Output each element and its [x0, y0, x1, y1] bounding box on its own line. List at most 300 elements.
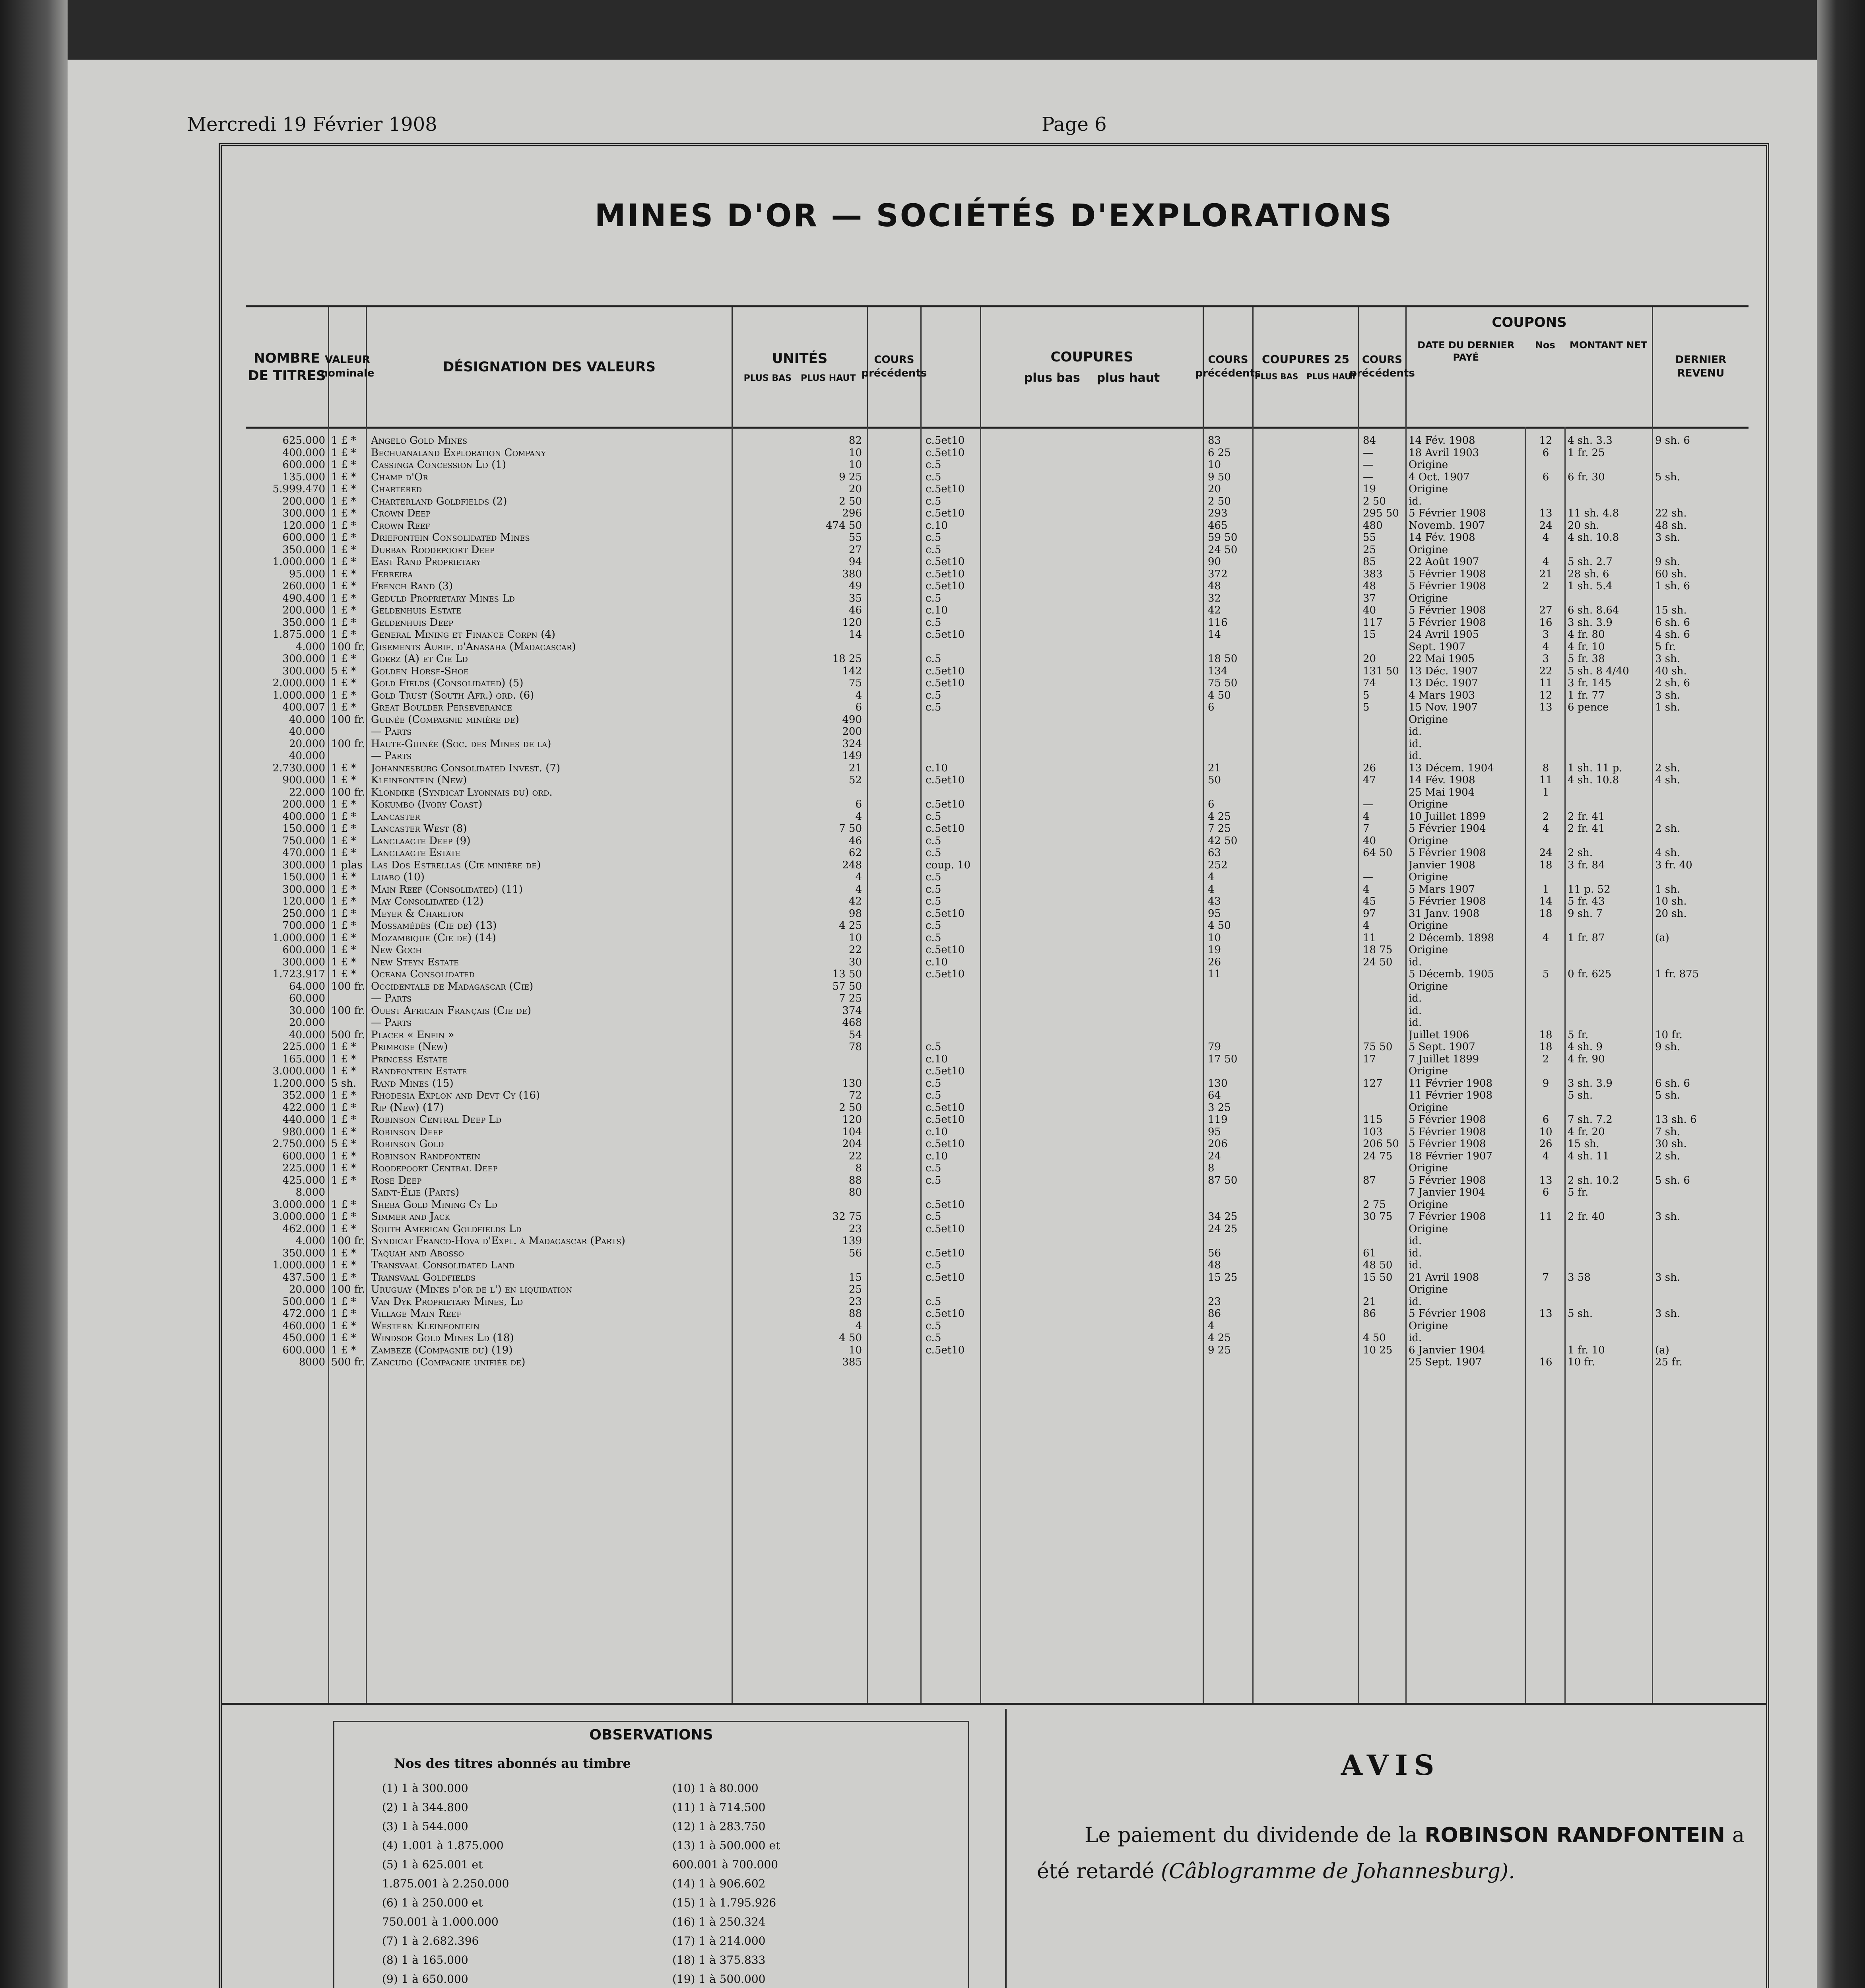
- cell-dt: 5 Février 1908: [1409, 616, 1486, 629]
- cell-dt: 5 Sept. 1907: [1409, 1041, 1475, 1053]
- cell-u: 25: [848, 1283, 862, 1295]
- cell-n: 250.000: [282, 907, 325, 920]
- cell-u: 10: [848, 459, 862, 471]
- cell-dt: 31 Janv. 1908: [1409, 907, 1480, 920]
- cell-d: Uruguay (Mines d'or de l') en liquidation: [371, 1283, 573, 1295]
- table-row: [246, 1332, 1749, 1344]
- cell-m: 1 fr. 77: [1568, 689, 1605, 701]
- cell-m: 7 sh. 7.2: [1568, 1114, 1613, 1126]
- cell-dt: Origine: [1409, 1223, 1448, 1235]
- cell-v: 1 £ *: [331, 1174, 356, 1186]
- cell-dt: 25 Sept. 1907: [1409, 1356, 1482, 1368]
- cell-m: 3 sh. 3.9: [1568, 616, 1613, 629]
- cell-r: 3 sh.: [1655, 689, 1681, 701]
- cell-c: c.5: [926, 653, 941, 665]
- cell-n: 120.000: [282, 895, 325, 907]
- cell-c2: 42: [1208, 604, 1221, 616]
- table-bottom-rule: [222, 1703, 1766, 1705]
- cell-r: 10 fr.: [1655, 1029, 1683, 1041]
- cell-c: c.5et10: [926, 968, 965, 980]
- cell-u: 4 50: [839, 1332, 862, 1344]
- cell-no: 16: [1539, 616, 1553, 629]
- cell-m: 6 sh. 8.64: [1568, 604, 1619, 616]
- cell-u: 7 25: [839, 992, 862, 1004]
- cell-v: 100 fr.: [331, 980, 365, 992]
- cell-c2: 83: [1208, 435, 1221, 447]
- cell-v: 1 £ *: [331, 447, 356, 459]
- cell-n: 225.000: [282, 1041, 325, 1053]
- cell-dt: Origine: [1409, 713, 1448, 726]
- cell-m: 5 sh. 2.7: [1568, 556, 1613, 568]
- cell-u: 10: [848, 447, 862, 459]
- cell-c: c.5et10: [926, 1308, 965, 1320]
- cell-no: 2: [1542, 1053, 1549, 1065]
- cell-c: c.5et10: [926, 1101, 965, 1114]
- cell-c: c.5: [926, 495, 941, 507]
- cell-d: Goerz (A) et Cie Ld: [371, 653, 468, 665]
- cell-c2: 59 50: [1208, 532, 1238, 544]
- cell-u: 18 25: [832, 653, 862, 665]
- cell-u: 142: [842, 665, 862, 677]
- cell-c: c.5: [926, 883, 941, 895]
- cell-v: 1 £ *: [331, 701, 356, 713]
- cell-dt: Origine: [1409, 1101, 1448, 1114]
- cell-n: 3.000.000: [272, 1211, 325, 1223]
- cell-dt: id.: [1409, 1235, 1422, 1247]
- cell-r: 6 sh. 6: [1655, 616, 1690, 629]
- cell-c2: 293: [1208, 507, 1228, 519]
- cell-r: 1 sh.: [1655, 701, 1681, 713]
- cell-dt: 5 Février 1908: [1409, 1174, 1486, 1186]
- cell-r: 13 sh. 6: [1655, 1114, 1697, 1126]
- cell-n: 470.000: [282, 847, 325, 859]
- cell-v: 1 £ *: [331, 580, 356, 592]
- cell-r: (a): [1655, 932, 1669, 944]
- table-row: [246, 1320, 1749, 1332]
- cell-v: 1 £ *: [331, 1101, 356, 1114]
- cell-n: 425.000: [282, 1174, 325, 1186]
- coupures25-bas-haut: [1255, 371, 1357, 382]
- cell-d: Cassinga Concession Ld (1): [371, 459, 507, 471]
- table-row: [246, 811, 1749, 823]
- cell-d: General Mining et Finance Corpn (4): [371, 629, 555, 641]
- cell-u: 7 50: [839, 823, 862, 835]
- cell-c3: 74: [1363, 677, 1376, 689]
- cell-m: 2 sh. 10.2: [1568, 1174, 1619, 1186]
- observation-line: (3) 1 à 544.000: [382, 1820, 468, 1833]
- cell-u: 98: [848, 907, 862, 920]
- cell-m: 3 fr. 145: [1568, 677, 1612, 689]
- cell-c: c.5: [926, 1211, 941, 1223]
- cell-dt: Origine: [1409, 1162, 1448, 1174]
- coupons-montant: MONTANT NET: [1569, 340, 1648, 351]
- cell-c: c.5et10: [926, 798, 965, 810]
- cell-c3: 55: [1363, 532, 1376, 544]
- cell-c3: 45: [1363, 895, 1376, 907]
- observation-line: (16) 1 à 250.324: [672, 1915, 766, 1928]
- cell-dt: 4 Mars 1903: [1409, 689, 1475, 701]
- cell-u: 4 25: [839, 920, 862, 932]
- cell-d: Windsor Gold Mines Ld (18): [371, 1332, 514, 1344]
- cell-u: 32 75: [832, 1211, 862, 1223]
- cell-r: 3 sh.: [1655, 653, 1681, 665]
- cell-dt: Origine: [1409, 944, 1448, 956]
- table-row: [246, 908, 1749, 920]
- cell-c2: 75 50: [1208, 677, 1238, 689]
- cell-c2: 10: [1208, 932, 1221, 944]
- table-row: [246, 653, 1749, 665]
- cell-c2: 24: [1208, 1150, 1221, 1162]
- cell-u: 474 50: [826, 519, 862, 532]
- cell-r: 2 sh.: [1655, 762, 1681, 774]
- cell-c3: —: [1363, 447, 1373, 459]
- cell-c2: 21: [1208, 762, 1221, 774]
- cell-d: Placer « Enfin »: [371, 1029, 454, 1041]
- table-row: [246, 1344, 1749, 1357]
- cell-d: Robinson Central Deep Ld: [371, 1114, 502, 1126]
- observation-line: 750.001 à 1.000.000: [382, 1915, 499, 1928]
- cell-d: Guinée (Compagnie minière de): [371, 713, 519, 726]
- cell-no: 13: [1539, 701, 1553, 713]
- cell-no: 3: [1542, 653, 1549, 665]
- cell-v: 1 £ *: [331, 1308, 356, 1320]
- cell-r: 7 sh.: [1655, 1126, 1681, 1138]
- cell-u: 4: [855, 871, 862, 883]
- cell-v: 1 £ *: [331, 1053, 356, 1065]
- cell-d: Rip (New) (17): [371, 1101, 444, 1114]
- cell-dt: id.: [1409, 750, 1422, 762]
- cell-n: 300.000: [282, 859, 325, 871]
- cell-c3: 115: [1363, 1114, 1383, 1126]
- cell-v: 1 £ *: [331, 956, 356, 968]
- cell-c: c.5et10: [926, 1223, 965, 1235]
- cell-c2: 9 25: [1208, 1344, 1231, 1356]
- cell-c2: 42 50: [1208, 835, 1238, 847]
- col-cours2: COURS précédents: [1204, 307, 1254, 427]
- observation-line: (17) 1 à 214.000: [672, 1934, 766, 1947]
- cell-c3: —: [1363, 798, 1373, 810]
- cell-d: Primrose (New): [371, 1041, 448, 1053]
- cell-r: 3 sh.: [1655, 1271, 1681, 1283]
- cell-n: 300.000: [282, 665, 325, 677]
- cell-u: 46: [848, 835, 862, 847]
- cell-u: 57 50: [832, 980, 862, 992]
- table-row: [246, 1175, 1749, 1187]
- observation-line: (13) 1 à 500.000 et: [672, 1839, 780, 1852]
- cell-c3: 2 75: [1363, 1198, 1386, 1211]
- cell-n: 5.999.470: [272, 483, 325, 495]
- cell-dt: 2 Décemb. 1898: [1409, 932, 1494, 944]
- cell-dt: 7 Février 1908: [1409, 1211, 1486, 1223]
- cell-v: 1 £ *: [331, 1259, 356, 1271]
- cell-n: 352.000: [282, 1089, 325, 1101]
- cell-c2: 252: [1208, 859, 1228, 871]
- cell-c3: 25: [1363, 544, 1376, 556]
- cell-c3: 37: [1363, 592, 1376, 604]
- cell-v: 1 £ *: [331, 762, 356, 774]
- cell-r: 4 sh. 6: [1655, 629, 1690, 641]
- cell-c3: 295 50: [1363, 507, 1399, 519]
- cell-c: c.10: [926, 956, 948, 968]
- cell-c3: 480: [1363, 519, 1383, 532]
- cell-m: 2 fr. 40: [1568, 1211, 1605, 1223]
- cell-no: 4: [1542, 556, 1549, 568]
- cell-c3: 18 75: [1363, 944, 1393, 956]
- cell-v: 1 £ *: [331, 798, 356, 810]
- cell-c: c.5: [926, 1259, 941, 1271]
- cell-v: 500 fr.: [331, 1356, 365, 1368]
- cell-n: 440.000: [282, 1114, 325, 1126]
- cell-c: c.5et10: [926, 1138, 965, 1150]
- col-coupures: [981, 307, 1204, 427]
- table-row: [246, 520, 1749, 532]
- cell-u: 23: [848, 1295, 862, 1308]
- table-row: [246, 847, 1749, 859]
- cell-n: 40.000: [289, 1029, 325, 1041]
- cell-no: 11: [1539, 1211, 1553, 1223]
- table-row: [246, 750, 1749, 762]
- table-row: [246, 944, 1749, 956]
- cell-c2: 64: [1208, 1089, 1221, 1101]
- cell-n: 1.200.000: [272, 1077, 325, 1089]
- cell-c3: 48 50: [1363, 1259, 1393, 1271]
- cell-d: Meyer & Charlton: [371, 907, 464, 920]
- running-head: [187, 113, 1690, 137]
- cell-c3: 97: [1363, 907, 1376, 920]
- cell-dt: Origine: [1409, 592, 1448, 604]
- table-row: [246, 665, 1749, 678]
- cell-d: Bechuanaland Exploration Company: [371, 447, 546, 459]
- cell-no: 2: [1542, 580, 1549, 592]
- table-body: [246, 427, 1749, 1703]
- cell-m: 4 fr. 20: [1568, 1126, 1605, 1138]
- cell-n: 700.000: [282, 920, 325, 932]
- cell-dt: Origine: [1409, 835, 1448, 847]
- cell-u: 78: [848, 1041, 862, 1053]
- cell-c: c.5et10: [926, 665, 965, 677]
- cell-d: — Parts: [371, 992, 412, 1004]
- cell-r: 2 sh.: [1655, 1150, 1681, 1162]
- cell-dt: 15 Nov. 1907: [1409, 701, 1478, 713]
- cell-d: Western Kleinfontein: [371, 1320, 480, 1332]
- cell-n: 437.500: [282, 1271, 325, 1283]
- cell-d: Gisements Aurif. d'Anasaha (Madagascar): [371, 641, 576, 653]
- table-row: [246, 859, 1749, 872]
- cell-r: 9 sh.: [1655, 1041, 1681, 1053]
- cell-d: Haute-Guinée (Soc. des Mines de la): [371, 738, 551, 750]
- cell-no: 26: [1539, 1138, 1553, 1150]
- cell-dt: 5 Décemb. 1905: [1409, 968, 1494, 980]
- cell-n: 60.000: [289, 992, 325, 1004]
- cell-c3: 7: [1363, 823, 1370, 835]
- cell-dt: 13 Déc. 1907: [1409, 665, 1478, 677]
- cell-c2: 3 25: [1208, 1101, 1231, 1114]
- column-divider: [1005, 1709, 1007, 1988]
- cell-u: 20: [848, 483, 862, 495]
- unites-haut: PLUS HAUT: [801, 373, 856, 383]
- cell-d: Angelo Gold Mines: [371, 435, 468, 447]
- cell-c3: 4: [1363, 920, 1370, 932]
- cell-dt: id.: [1409, 1247, 1422, 1259]
- col-coupons: [1407, 307, 1653, 427]
- cell-dt: Origine: [1409, 871, 1448, 883]
- cell-c2: 6 25: [1208, 447, 1231, 459]
- cell-dt: 7 Juillet 1899: [1409, 1053, 1479, 1065]
- cell-v: 1 £ *: [331, 1332, 356, 1344]
- cell-dt: id.: [1409, 1004, 1422, 1017]
- cell-n: 600.000: [282, 459, 325, 471]
- cell-d: Mossamédès (Cie de) (13): [371, 920, 497, 932]
- table-row: [246, 738, 1749, 750]
- cell-d: Princess Estate: [371, 1053, 448, 1065]
- cell-n: 350.000: [282, 1247, 325, 1259]
- cell-c: c.5: [926, 1295, 941, 1308]
- cell-no: 18: [1539, 1041, 1553, 1053]
- cell-dt: id.: [1409, 1332, 1422, 1344]
- cell-dt: Origine: [1409, 483, 1448, 495]
- cell-m: 1 sh. 11 p.: [1568, 762, 1622, 774]
- cell-dt: 14 Fév. 1908: [1409, 532, 1475, 544]
- cell-d: Main Reef (Consolidated) (11): [371, 883, 523, 895]
- cell-n: 350.000: [282, 544, 325, 556]
- table-row: [246, 956, 1749, 969]
- cell-n: 20.000: [289, 1017, 325, 1029]
- cell-u: 21: [848, 762, 862, 774]
- cell-v: 100 fr.: [331, 1004, 365, 1017]
- table-row: [246, 592, 1749, 605]
- cell-n: 472.000: [282, 1308, 325, 1320]
- cell-c3: 117: [1363, 616, 1383, 629]
- cell-u: 82: [848, 435, 862, 447]
- cell-u: 248: [842, 859, 862, 871]
- cell-d: Simmer and Jack: [371, 1211, 450, 1223]
- observation-line: (7) 1 à 2.682.396: [382, 1934, 479, 1947]
- cell-c3: 20: [1363, 653, 1376, 665]
- cell-dt: 21 Avril 1908: [1409, 1271, 1479, 1283]
- col-dernier: DERNIER REVENU: [1675, 354, 1727, 379]
- observation-line: (2) 1 à 344.800: [382, 1801, 468, 1814]
- cell-c3: 11: [1363, 932, 1376, 944]
- cell-n: 600.000: [282, 1150, 325, 1162]
- cell-no: 6: [1542, 471, 1549, 483]
- cell-d: Roodepoort Central Deep: [371, 1162, 498, 1174]
- cell-d: Transvaal Goldfields: [371, 1271, 476, 1283]
- table-row: [246, 1017, 1749, 1029]
- cell-d: — Parts: [371, 1017, 412, 1029]
- cell-dt: id.: [1409, 1259, 1422, 1271]
- cell-c: c.5: [926, 1162, 941, 1174]
- cell-c: coup. 10: [926, 859, 971, 871]
- cell-dt: 18 Avril 1903: [1409, 447, 1479, 459]
- cell-c2: 87 50: [1208, 1174, 1238, 1186]
- cell-d: Geldenhuis Deep: [371, 616, 453, 629]
- cell-r: 15 sh.: [1655, 604, 1687, 616]
- cell-u: 120: [842, 616, 862, 629]
- cell-c: c.5: [926, 592, 941, 604]
- cell-u: 296: [842, 507, 862, 519]
- cell-v: 1 £ *: [331, 968, 356, 980]
- cell-n: 30.000: [289, 1004, 325, 1017]
- table-row: [246, 920, 1749, 932]
- cell-n: 200.000: [282, 604, 325, 616]
- cell-c: c.5: [926, 932, 941, 944]
- cell-dt: id.: [1409, 495, 1422, 507]
- page-number: Page 6: [1042, 113, 1107, 136]
- cell-c3: 86: [1363, 1308, 1376, 1320]
- cell-dt: id.: [1409, 726, 1422, 738]
- unites-bas-haut: [744, 373, 856, 384]
- cell-dt: Origine: [1409, 459, 1448, 471]
- cell-c: c.5: [926, 1332, 941, 1344]
- cell-c2: 6: [1208, 701, 1215, 713]
- table-row: [246, 798, 1749, 811]
- cell-c2: 4: [1208, 871, 1215, 883]
- cell-r: 5 sh.: [1655, 1089, 1681, 1101]
- cell-c: c.5et10: [926, 1247, 965, 1259]
- cell-no: 2: [1542, 810, 1549, 823]
- cell-n: 20.000: [289, 1283, 325, 1295]
- cell-n: 225.000: [282, 1162, 325, 1174]
- cell-dt: id.: [1409, 1295, 1422, 1308]
- observations: [333, 1721, 969, 1988]
- cell-c: c.5: [926, 871, 941, 883]
- cell-d: — Parts: [371, 726, 412, 738]
- cell-v: 1 £ *: [331, 920, 356, 932]
- cell-v: 1 £ *: [331, 1126, 356, 1138]
- cell-dt: Juillet 1906: [1409, 1029, 1469, 1041]
- cell-d: Syndicat Franco-Hova d'Expl. à Madagascar (Parts): [371, 1235, 625, 1247]
- cell-u: 4: [855, 883, 862, 895]
- cell-v: 100 fr.: [331, 786, 365, 798]
- cell-d: Gold Trust (South Afr.) ord. (6): [371, 689, 534, 701]
- cell-c: c.5: [926, 701, 941, 713]
- cell-m: 2 fr. 41: [1568, 823, 1605, 835]
- cell-c2: 11: [1208, 968, 1221, 980]
- cell-d: Kleinfontein (New): [371, 774, 467, 786]
- cell-u: 139: [842, 1235, 862, 1247]
- table-row: [246, 701, 1749, 714]
- cell-no: 16: [1539, 1356, 1553, 1368]
- cell-d: South American Goldfields Ld: [371, 1223, 522, 1235]
- cell-c2: 206: [1208, 1138, 1228, 1150]
- cell-u: 42: [848, 895, 862, 907]
- cell-n: 150.000: [282, 823, 325, 835]
- cell-u: 149: [842, 750, 862, 762]
- cell-u: 62: [848, 847, 862, 859]
- cell-m: 20 sh.: [1568, 519, 1599, 532]
- cell-m: 5 fr.: [1568, 1186, 1589, 1198]
- cell-v: 1 £ *: [331, 689, 356, 701]
- cell-v: 100 fr.: [331, 1235, 365, 1247]
- cell-c2: 26: [1208, 956, 1221, 968]
- cell-c: c.10: [926, 762, 948, 774]
- cell-m: 4 sh. 11: [1568, 1150, 1609, 1162]
- cell-c2: 10: [1208, 459, 1221, 471]
- cell-d: Zambeze (Compagnie du) (19): [371, 1344, 513, 1356]
- table-row: [246, 786, 1749, 799]
- cell-v: 100 fr.: [331, 738, 365, 750]
- cell-dt: 5 Février 1908: [1409, 1308, 1486, 1320]
- cell-n: 4.000: [295, 641, 325, 653]
- cell-dt: 5 Février 1908: [1409, 895, 1486, 907]
- cell-d: Zancudo (Compagnie unifiée de): [371, 1356, 526, 1368]
- cell-r: 4 sh.: [1655, 847, 1681, 859]
- cell-m: 4 fr. 90: [1568, 1053, 1605, 1065]
- cell-dt: 5 Février 1908: [1409, 1138, 1486, 1150]
- cell-n: 1.723.917: [272, 968, 325, 980]
- table-row: [246, 471, 1749, 483]
- cell-c: c.5et10: [926, 580, 965, 592]
